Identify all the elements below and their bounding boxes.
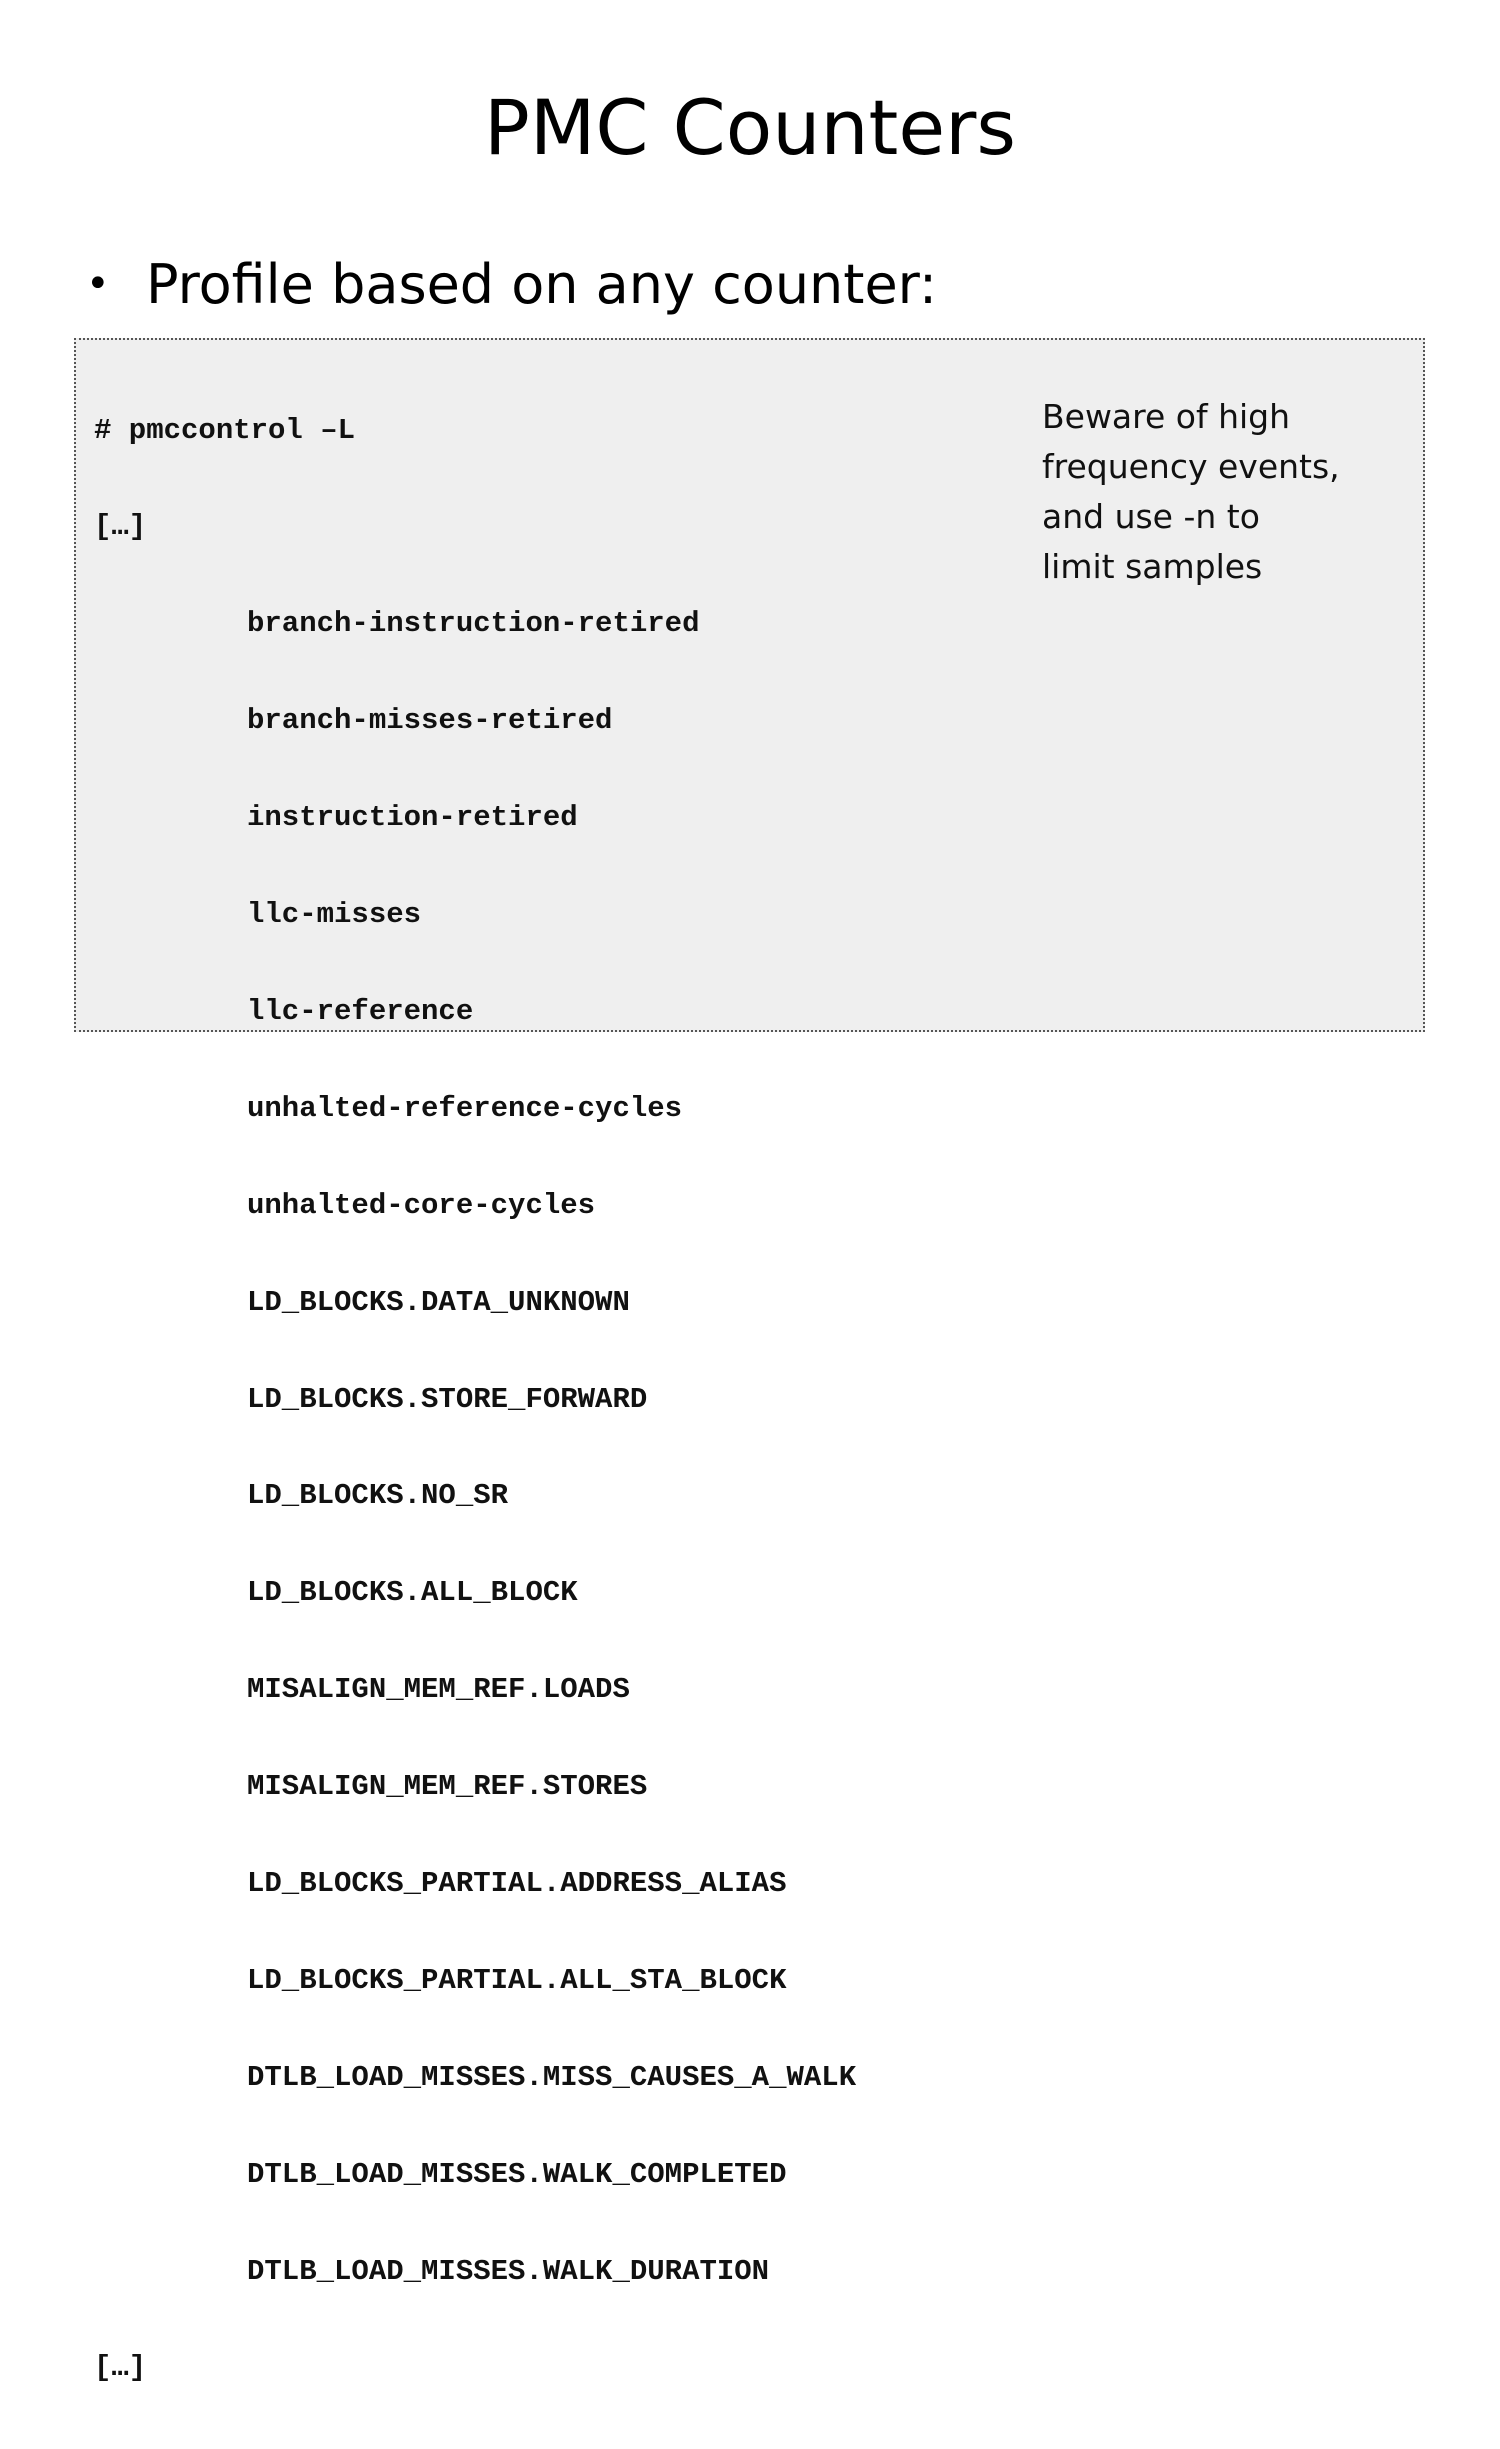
code-counter: LD_BLOCKS.NO_SR — [247, 1479, 509, 1513]
code-ellipsis-bottom: […] — [94, 2351, 147, 2385]
code-counter: LD_BLOCKS.ALL_BLOCK — [247, 1576, 578, 1610]
code-counter: llc-reference — [247, 994, 474, 1028]
bullet-text: Profile based on any counter: — [146, 252, 938, 316]
code-counter: unhalted-core-cycles — [247, 1188, 596, 1222]
code-counter: llc-misses — [247, 898, 422, 932]
code-counter: LD_BLOCKS_PARTIAL.ADDRESS_ALIAS — [247, 1866, 787, 1900]
bullet-dot-icon: • — [86, 261, 110, 307]
code-counter: unhalted-reference-cycles — [247, 1091, 683, 1125]
code-counter: DTLB_LOAD_MISSES.MISS_CAUSES_A_WALK — [247, 2060, 857, 2094]
code-counter: LD_BLOCKS.DATA_UNKNOWN — [247, 1285, 630, 1319]
code-command: # pmccontrol –L — [94, 413, 356, 447]
side-note-line: frequency events, — [1042, 447, 1340, 486]
side-note-line: limit samples — [1042, 547, 1263, 586]
code-counter: branch-misses-retired — [247, 704, 613, 738]
code-counter: MISALIGN_MEM_REF.LOADS — [247, 1673, 630, 1707]
code-counter: LD_BLOCKS.STORE_FORWARD — [247, 1382, 648, 1416]
code-ellipsis-top: […] — [94, 510, 147, 544]
code-counter: MISALIGN_MEM_REF.STORES — [247, 1770, 648, 1804]
bullet-item — [86, 244, 937, 324]
code-counter: DTLB_LOAD_MISSES.WALK_COMPLETED — [247, 2157, 787, 2191]
code-counter: instruction-retired — [247, 801, 578, 835]
code-counter: DTLB_LOAD_MISSES.WALK_DURATION — [247, 2254, 770, 2288]
side-note-line: Beware of high — [1042, 397, 1291, 436]
code-listing — [94, 350, 856, 2449]
side-note — [1042, 392, 1382, 592]
code-block — [74, 338, 1425, 2385]
code-counter: branch-instruction-retired — [247, 607, 700, 641]
side-note-line: and use -n to — [1042, 497, 1260, 536]
code-counter: LD_BLOCKS_PARTIAL.ALL_STA_BLOCK — [247, 1963, 787, 1997]
slide-title: PMC Counters — [484, 83, 1016, 172]
